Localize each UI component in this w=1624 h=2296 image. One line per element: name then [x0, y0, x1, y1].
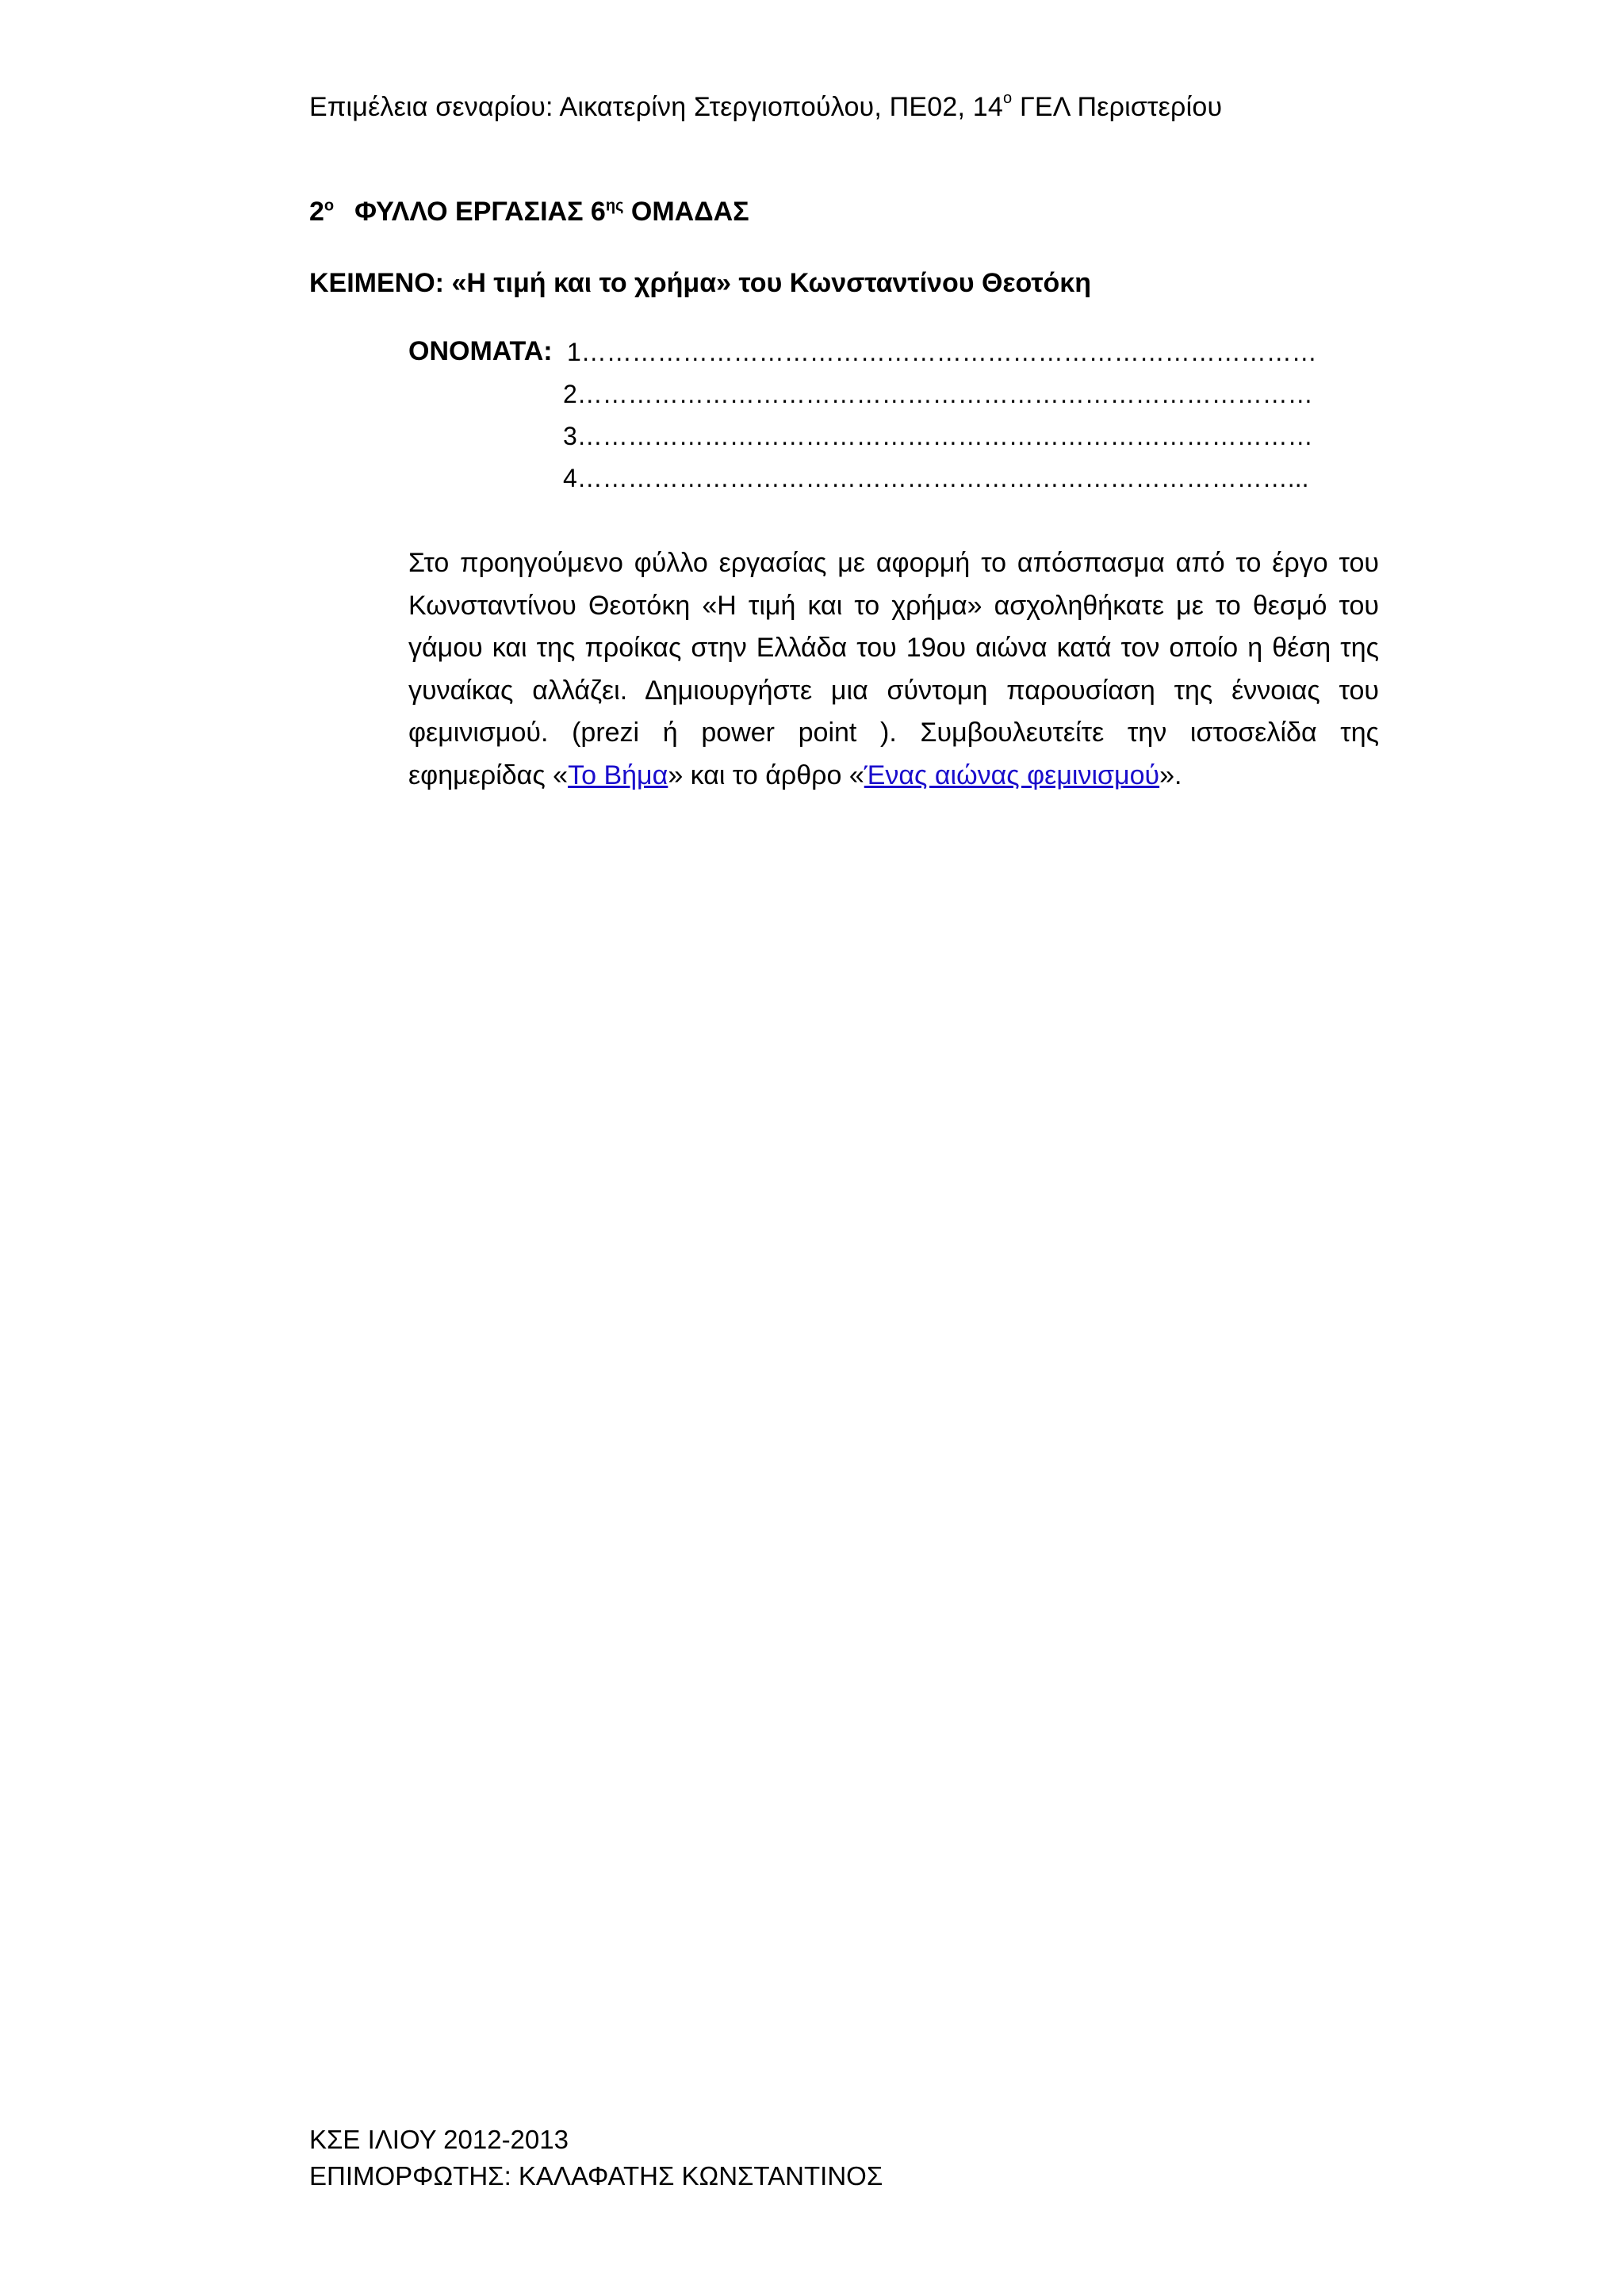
text-title: ΚΕΙΜΕΝΟ: «Η τιμή και το χρήμα» του Κωνσταντίνου Θεοτόκη [309, 268, 1092, 298]
link-to-vima[interactable]: Το Βήμα [568, 760, 668, 790]
page-header [309, 89, 1223, 123]
footer-line-2: ΕΠΙΜΟΡΦΩΤΗΣ: ΚΑΛΑΦΑΤΗΣ ΚΩΝΣΤΑΝΤΙΝΟΣ [309, 2161, 883, 2191]
header-school-text: ΓΕΛ Περιστερίου [1012, 92, 1223, 122]
paragraph-text-middle: » και το άρθρο « [668, 760, 864, 790]
names-label: ΟΝΟΜΑΤΑ: [408, 336, 553, 366]
worksheet-title [309, 197, 749, 228]
paragraph-text-end: ». [1159, 760, 1182, 790]
header-ordinal-sup: ο [1003, 89, 1013, 107]
worksheet-title-group: ΟΜΑΔΑΣ [623, 197, 749, 227]
worksheet-title-text: ΦΥΛΛΟ ΕΡΓΑΣΙΑΣ 6 [354, 197, 606, 227]
name-line-3: 3…………………………………………………………………………… [563, 422, 1313, 450]
instructions-paragraph [408, 542, 1379, 797]
name-line-4: 4…………………………………………………………………………... [563, 464, 1309, 492]
footer-line-1: ΚΣΕ ΙΛΙΟΥ 2012-2013 [309, 2125, 569, 2154]
header-author-text: Επιμέλεια σεναρίου: Αικατερίνη Στεργιοπούλου, ΠΕ02, 14 [309, 92, 1003, 122]
worksheet-number: 2 [309, 197, 324, 227]
paragraph-text: Στο προηγούμενο φύλλο εργασίας με αφορμή το απόσπασμα από το έργο του Κωνσταντίνου Θεοτόκη «Η τιμή και το χρήμα» ασχοληθήκατε με το θεσμό του γάμου και της προίκας στην Ελλάδα του 19ου αιώνα κατά τον οποίο η θέση της γυναίκας αλλάζει. Δημιουργήστε μια σύντομη παρουσίαση της έννοιας του φεμινισμού. (prezi ή power point ). Συμβουλευτείτε την ιστοσελίδα της εφημερίδας « [408, 548, 1379, 790]
worksheet-number-sup: ο [324, 197, 335, 215]
name-line-2: 2…………………………………………………………………………… [563, 380, 1313, 408]
name-line-1: 1…………………………………………………………………………… [567, 338, 1317, 366]
link-feminism-article[interactable]: Ένας αιώνας φεμινισμού [864, 760, 1160, 790]
page-footer [309, 2122, 883, 2195]
worksheet-group-sup: ης [605, 197, 624, 215]
